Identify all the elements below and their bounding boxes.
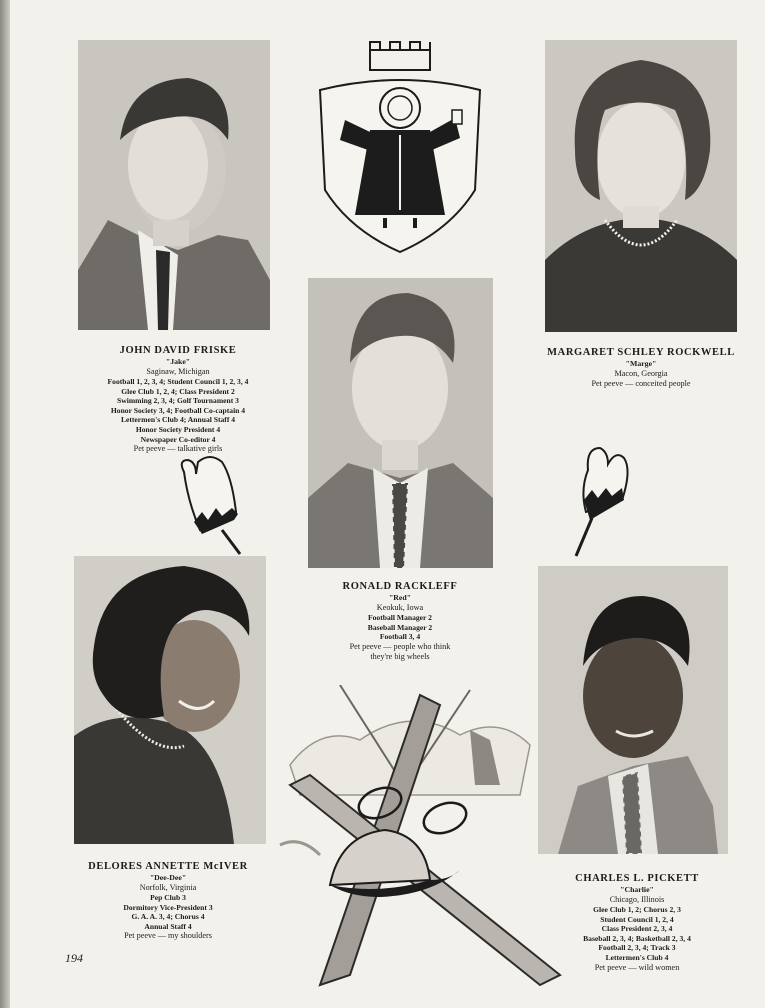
student-nickname: "Charlie" <box>620 885 654 894</box>
pet-peeve: Pet peeve — people who think <box>349 641 451 651</box>
activity-line: Student Council 1, 2, 4 <box>600 914 674 924</box>
student-hometown: Chicago, Illinois <box>609 895 665 904</box>
caption-friske <box>68 344 288 454</box>
caption-mciver <box>50 860 286 941</box>
skis-and-cap-drawing <box>260 685 570 995</box>
pet-peeve: Pet peeve — conceited people <box>591 379 691 388</box>
activity-line: Football Manager 2 <box>368 613 432 622</box>
activity-line: G. A. A. 3, 4; Chorus 4 <box>131 912 205 922</box>
crest-drawing <box>310 40 490 260</box>
activity-line: Football 3, 4 <box>379 632 421 642</box>
page-gutter-shadow <box>0 0 10 1008</box>
activity-line: Newspaper Co-editor 4 <box>140 434 216 444</box>
student-hometown: Norfolk, Virginia <box>139 883 197 892</box>
pet-peeve-continued: they're big wheels <box>370 651 430 661</box>
student-nickname: "Jake" <box>165 357 191 366</box>
activity-line: Class President 2, 3, 4 <box>601 924 673 934</box>
yearbook-page <box>10 0 765 1008</box>
activity-line: Swimming 2, 3, 4; Golf Tournament 3 <box>117 396 239 406</box>
student-nickname: "Marge" <box>625 359 657 368</box>
student-name: MARGARET SCHLEY ROCKWELL <box>547 347 735 358</box>
activity-line: Pep Club 3 <box>150 893 186 902</box>
activity-line: Baseball 2, 3, 4; Basketball 2, 3, 4 <box>583 933 691 943</box>
activity-line: Glee Club 1, 2, 4; Class President 2 <box>121 386 235 396</box>
student-name: DELORES ANNETTE McIVER <box>88 861 248 872</box>
student-name: CHARLES L. PICKETT <box>575 873 699 884</box>
mitten-drawing-left <box>170 452 250 556</box>
activity-line: Lettermen's Club 4; Annual Staff 4 <box>120 415 236 425</box>
portrait-photo-friske <box>78 40 270 330</box>
student-hometown: Saginaw, Michigan <box>146 367 210 376</box>
activity-line: Honor Society President 4 <box>135 424 221 434</box>
student-nickname: "Dee-Dee" <box>149 873 187 882</box>
caption-rockwell <box>525 346 757 389</box>
activity-line: Baseball Manager 2 <box>367 622 433 632</box>
student-nickname: "Red" <box>388 593 412 602</box>
portrait-photo-rockwell <box>545 40 737 332</box>
portrait-photo-mciver <box>74 556 266 844</box>
activity-line: Lettermen's Club 4 <box>605 952 669 962</box>
mitten-drawing-right <box>558 440 638 558</box>
caption-pickett <box>530 872 744 973</box>
student-hometown: Keokuk, Iowa <box>376 603 424 612</box>
pet-peeve: Pet peeve — wild women <box>594 962 680 972</box>
activity-line: Annual Staff 4 <box>144 921 192 931</box>
portrait-photo-rackleff <box>308 278 493 568</box>
activity-line: Football 1, 2, 3, 4; Student Council 1, 2, 3, 4 <box>107 377 249 386</box>
activity-line: Honor Society 3, 4; Football Co-captain 4 <box>110 405 246 415</box>
activity-line: Glee Club 1, 2; Chorus 2, 3 <box>593 905 681 914</box>
page-number: 194 <box>65 951 83 965</box>
activity-line: Football 2, 3, 4; Track 3 <box>598 943 676 953</box>
caption-rackleff <box>300 580 500 662</box>
activity-line: Dormitory Vice-President 3 <box>123 902 213 912</box>
pet-peeve: Pet peeve — my shoulders <box>124 931 212 941</box>
student-name: JOHN DAVID FRISKE <box>119 345 237 356</box>
student-hometown: Macon, Georgia <box>614 369 668 378</box>
student-name: RONALD RACKLEFF <box>342 581 458 592</box>
pet-peeve: Pet peeve — talkative girls <box>133 444 223 454</box>
